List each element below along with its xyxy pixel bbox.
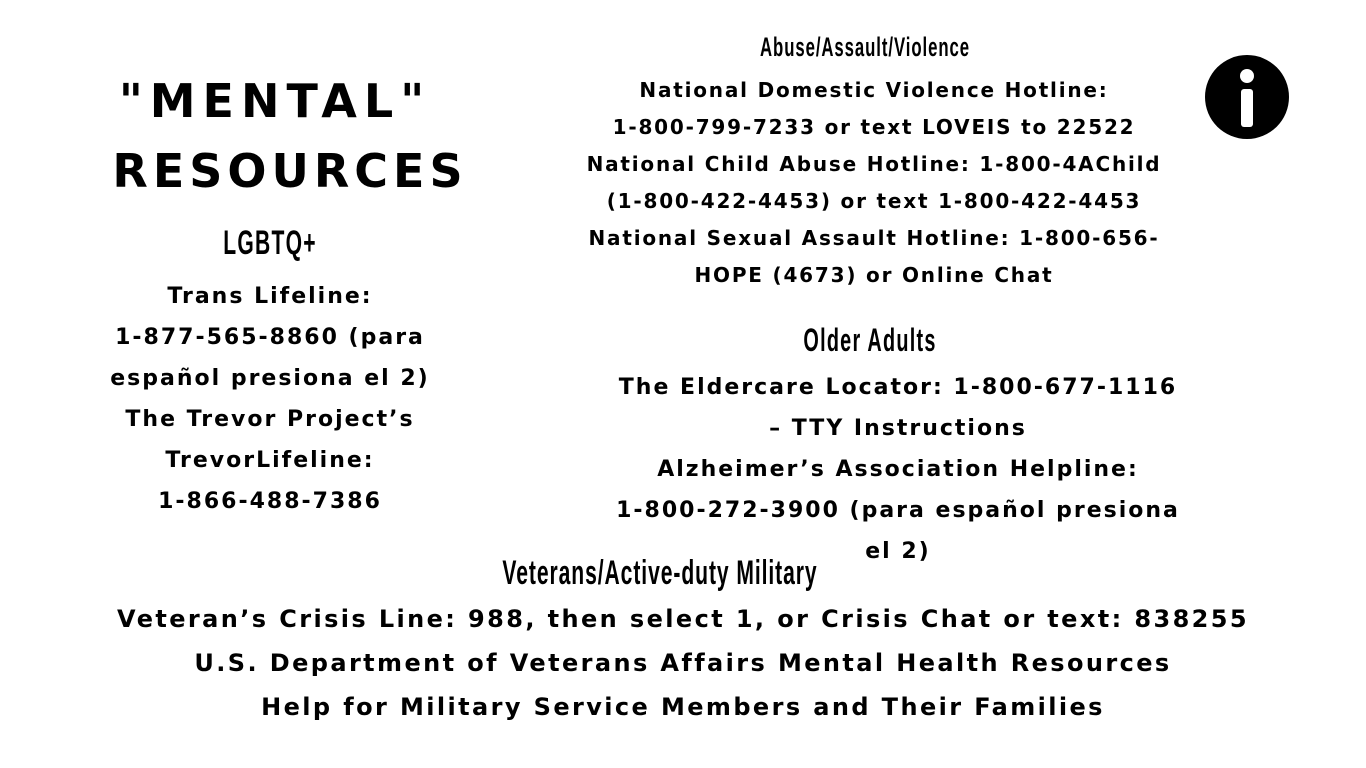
lgbtq-line: 1-866-488-7386	[158, 489, 382, 514]
older-adults-line: 1-800-272-3900 (para español presiona	[616, 498, 1180, 523]
lgbtq-line: 1-877-565-8860 (para	[115, 325, 425, 350]
veterans-heading: Veterans/Active-duty Military	[502, 554, 818, 592]
lgbtq-resources	[60, 276, 480, 522]
info-icon	[1205, 55, 1289, 139]
veterans-line: Veteran’s Crisis Line: 988, then select 1, or Crisis Chat or text: 838255	[117, 605, 1249, 633]
veterans-line: Help for Military Service Members and Their Families	[261, 693, 1105, 721]
lgbtq-heading: LGBTQ+	[223, 224, 317, 262]
abuse-line: National Sexual Assault Hotline: 1-800-656-	[588, 226, 1160, 250]
info-icon-stem	[1241, 89, 1253, 127]
older-adults-line: Alzheimer’s Association Helpline:	[657, 457, 1139, 482]
veterans-resources	[40, 597, 1326, 729]
abuse-line: HOPE (4673) or Online Chat	[694, 263, 1054, 287]
lgbtq-line: español presiona el 2)	[110, 366, 430, 391]
abuse-resources	[540, 72, 1208, 294]
older-adults-resources	[580, 367, 1216, 572]
abuse-heading: Abuse/Assault/Violence	[760, 32, 970, 62]
older-adults-line: – TTY Instructions	[769, 416, 1027, 441]
abuse-line: 1-800-799-7233 or text LOVEIS to 22522	[612, 115, 1136, 139]
lgbtq-line: TrevorLifeline:	[165, 448, 375, 473]
lgbtq-line: The Trevor Project’s	[125, 407, 415, 432]
abuse-line: (1-800-422-4453) or text 1-800-422-4453	[606, 189, 1142, 213]
older-adults-line: el 2)	[865, 539, 931, 564]
info-icon-dot	[1240, 69, 1254, 83]
page-title-line-1: "MENTAL"	[118, 74, 432, 128]
abuse-line: National Domestic Violence Hotline:	[639, 78, 1109, 102]
older-adults-line: The Eldercare Locator: 1-800-677-1116	[618, 375, 1178, 400]
page-title-line-2: RESOURCES	[112, 144, 468, 198]
veterans-line: U.S. Department of Veterans Affairs Mental Health Resources	[194, 649, 1172, 677]
lgbtq-line: Trans Lifeline:	[167, 284, 373, 309]
abuse-line: National Child Abuse Hotline: 1-800-4AChild	[586, 152, 1162, 176]
older-adults-heading: Older Adults	[803, 322, 937, 358]
